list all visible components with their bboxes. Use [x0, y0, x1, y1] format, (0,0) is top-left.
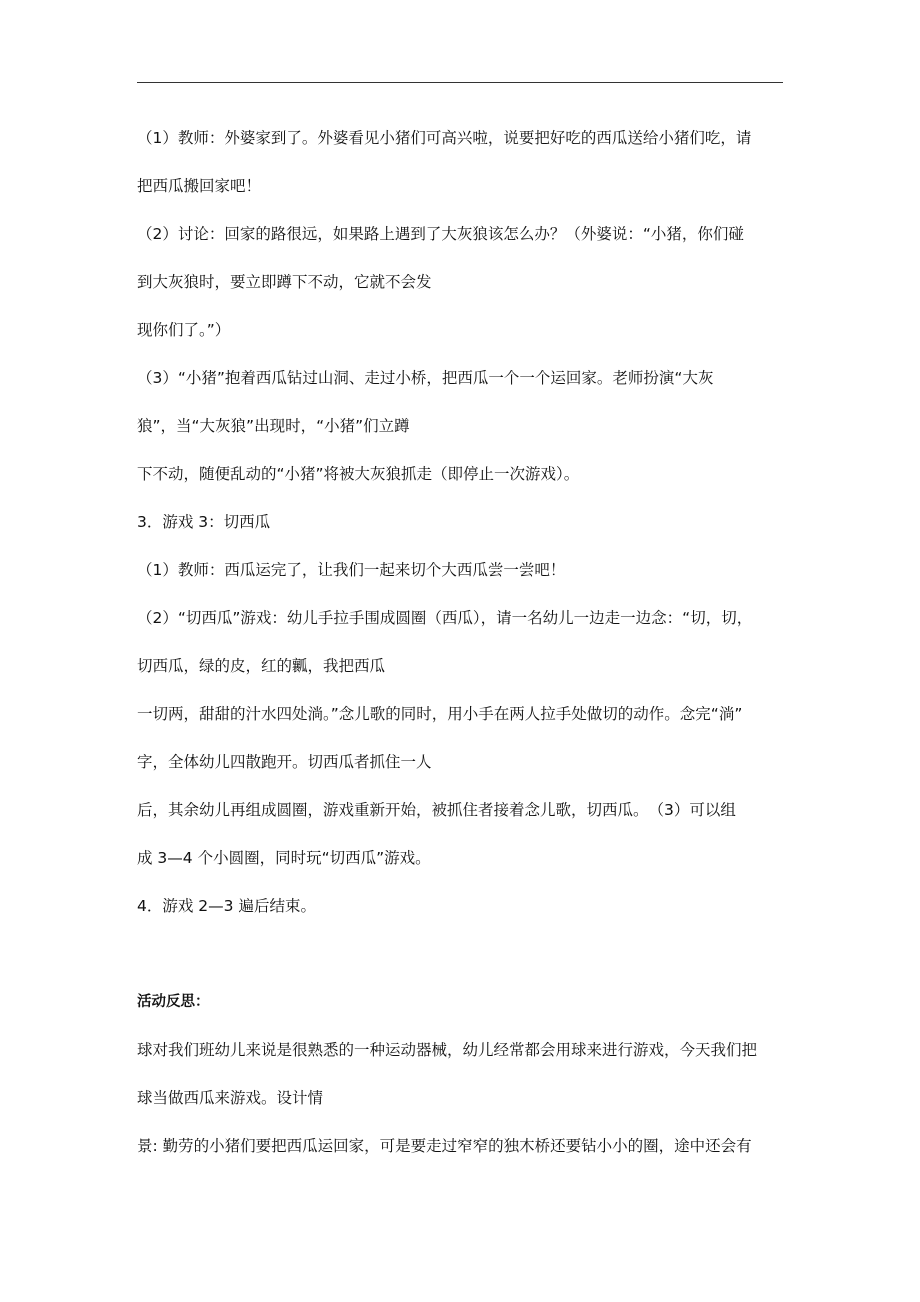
text-line: 3．游戏 3：切西瓜 — [137, 513, 271, 531]
text-line: 球当做西瓜来游戏。设计情 — [137, 1089, 324, 1107]
text-line: 现你们了。”） — [137, 321, 231, 339]
text-line: 字，全体幼儿四散跑开。切西瓜者抓住一人 — [137, 753, 432, 771]
section-heading: 活动反思： — [137, 994, 210, 1010]
text-line: （2）“切西瓜”游戏：幼儿手拉手围成圆圈（西瓜），请一名幼儿一边走一边念：“切，切， — [137, 609, 753, 627]
text-line: 景: 勤劳的小猪们要把西瓜运回家，可是要走过窄窄的独木桥还要钻小小的圈，途中还会有 — [137, 1137, 752, 1155]
text-line: 4．游戏 2—3 遍后结束。 — [137, 897, 316, 915]
text-line: 后，其余幼儿再组成圆圈，游戏重新开始，被抓住者接着念儿歌，切西瓜。 （3）可以组 — [137, 801, 736, 819]
text-line: 切西瓜，绿的皮，红的瓤，我把西瓜 — [137, 657, 386, 675]
header-rule — [137, 82, 783, 83]
text-line: 一切两，甜甜的汁水四处淌。”念儿歌的同时，用小手在两人拉手处做切的动作。念完“淌” — [137, 705, 743, 723]
text-line: 狼”，当“大灰狼”出现时，“小猪”们立蹲 — [137, 417, 410, 435]
text-line: 下不动，随便乱动的“小猪”将被大灰狼抓走（即停止一次游戏）。 — [137, 465, 580, 483]
text-line: 把西瓜搬回家吧！ — [137, 177, 262, 195]
text-line: 成 3—4 个小圆圈，同时玩“切西瓜”游戏。 — [137, 849, 431, 867]
text-line: （2）讨论：回家的路很远，如果路上遇到了大灰狼该怎么办？（外婆说：“小猪，你们碰 — [137, 225, 744, 243]
text-line: 球对我们班幼儿来说是很熟悉的一种运动器械，幼儿经常都会用球来进行游戏，今天我们把 — [137, 1041, 758, 1059]
text-line: （1）教师：外婆家到了。外婆看见小猪们可高兴啦，说要把好吃的西瓜送给小猪们吃，请 — [137, 129, 752, 147]
text-line: （1）教师：西瓜运完了，让我们一起来切个大西瓜尝一尝吧！ — [137, 561, 566, 579]
text-line: （3）“小猪”抱着西瓜钻过山洞、走过小桥，把西瓜一个一个运回家。老师扮演“大灰 — [137, 369, 714, 387]
text-line: 到大灰狼时，要立即蹲下不动，它就不会发 — [137, 273, 432, 291]
